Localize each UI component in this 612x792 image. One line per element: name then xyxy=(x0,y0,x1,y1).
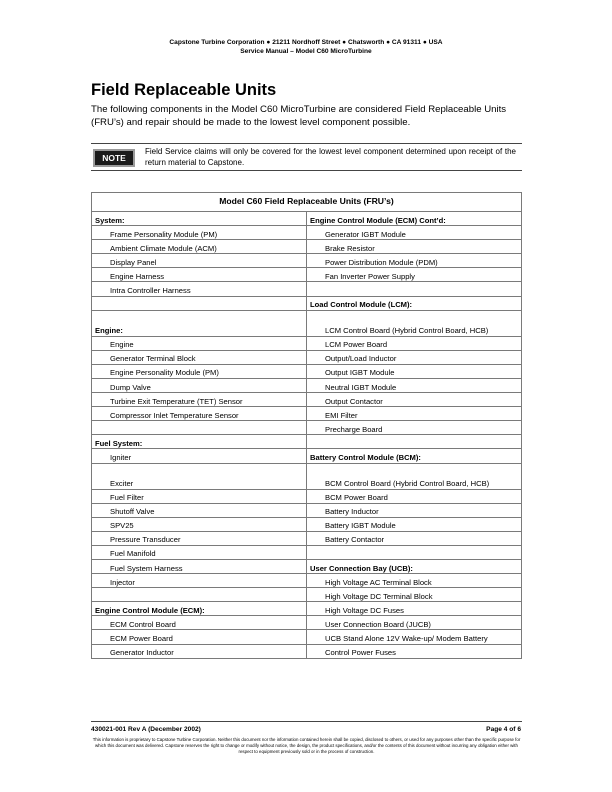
component-cell: SPV25 xyxy=(92,517,307,531)
component-cell: Display Panel xyxy=(92,254,307,268)
table-row xyxy=(92,463,522,489)
component-cell: Generator Inductor xyxy=(92,644,307,658)
company-address-line: Capstone Turbine Corporation ● 21211 Nordhoff Street ● Chatsworth ● CA 91311 ● USA xyxy=(169,39,443,46)
component-cell: Control Power Fuses xyxy=(307,644,522,658)
component-cell: High Voltage AC Terminal Block xyxy=(307,574,522,588)
component-cell: LCM Control Board (Hybrid Control Board, HCB) xyxy=(307,310,522,336)
component-cell xyxy=(307,282,522,296)
component-cell: Engine xyxy=(92,336,307,350)
document-number: 430021-001 Rev A (December 2002) xyxy=(91,726,201,733)
component-cell: Injector xyxy=(92,574,307,588)
section-heading-cell: Engine: xyxy=(92,310,307,336)
table-row xyxy=(92,226,522,240)
component-cell: BCM Control Board (Hybrid Control Board, HCB) xyxy=(307,463,522,489)
table-row xyxy=(92,559,522,573)
component-cell: Output Contactor xyxy=(307,393,522,407)
table-row xyxy=(92,517,522,531)
table-row xyxy=(92,240,522,254)
table-row xyxy=(92,296,522,310)
footer-rule xyxy=(91,721,522,722)
table-row xyxy=(92,531,522,545)
table-row xyxy=(92,630,522,644)
component-cell: Intra Controller Harness xyxy=(92,282,307,296)
component-cell: Generator IGBT Module xyxy=(307,226,522,240)
component-cell: High Voltage DC Terminal Block xyxy=(307,588,522,602)
manual-title-line: Service Manual – Model C60 MicroTurbine xyxy=(240,48,372,55)
fru-table xyxy=(91,192,522,659)
intro-paragraph: The following components in the Model C60 MicroTurbine are considered Field Replaceable Units (FRU’s) and repair should be made to the lowest level component possible. xyxy=(91,104,507,128)
component-cell xyxy=(92,296,307,310)
table-row xyxy=(92,268,522,282)
table-row xyxy=(92,616,522,630)
component-cell: User Connection Board (JUCB) xyxy=(307,616,522,630)
note-badge: NOTE xyxy=(93,149,135,167)
table-row xyxy=(92,336,522,350)
table-row xyxy=(92,378,522,392)
table-row xyxy=(92,310,522,336)
component-cell: Fuel Manifold xyxy=(92,545,307,559)
legal-disclaimer: This information is proprietary to Capstone Turbine Corporation. Neither this document nor the information contained herein shall be copied, disclosed to others, or used for any purposes other than the specific purpose for which this document was delivered. Capstone reserves the right to change or modify without notice, the design, the product specifications, and/or the contents of this document without incurring any obligation either with respect to equipment previously sold or in the process of construction. xyxy=(92,737,521,755)
table-row xyxy=(92,254,522,268)
component-cell: Battery Contactor xyxy=(307,531,522,545)
table-row xyxy=(92,503,522,517)
component-cell: ECM Power Board xyxy=(92,630,307,644)
component-cell: Igniter xyxy=(92,449,307,463)
component-cell: Ambient Climate Module (ACM) xyxy=(92,240,307,254)
component-cell: Brake Resistor xyxy=(307,240,522,254)
table-row xyxy=(92,407,522,421)
table-row xyxy=(92,212,522,226)
component-cell: Engine Personality Module (PM) xyxy=(92,364,307,378)
section-heading-cell: System: xyxy=(92,212,307,226)
component-cell xyxy=(307,545,522,559)
component-cell: Pressure Transducer xyxy=(92,531,307,545)
note-top-rule xyxy=(91,143,522,144)
table-row xyxy=(92,489,522,503)
section-heading-cell: Engine Control Module (ECM): xyxy=(92,602,307,616)
component-cell: Generator Terminal Block xyxy=(92,350,307,364)
fru-table-body xyxy=(92,212,522,659)
table-row xyxy=(92,545,522,559)
table-row xyxy=(92,588,522,602)
component-cell: Neutral IGBT Module xyxy=(307,378,522,392)
component-cell: Power Distribution Module (PDM) xyxy=(307,254,522,268)
section-heading-cell: Engine Control Module (ECM) Cont’d: xyxy=(307,212,522,226)
component-cell: BCM Power Board xyxy=(307,489,522,503)
component-cell xyxy=(92,421,307,435)
page-header xyxy=(0,38,612,56)
component-cell: Dump Valve xyxy=(92,378,307,392)
component-cell: Fuel System Harness xyxy=(92,559,307,573)
component-cell: Precharge Board xyxy=(307,421,522,435)
table-row xyxy=(92,421,522,435)
component-cell: UCB Stand Alone 12V Wake-up/ Modem Battery xyxy=(307,630,522,644)
table-title: Model C60 Field Replaceable Units (FRU’s) xyxy=(92,193,522,212)
component-cell: Output/Load Inductor xyxy=(307,350,522,364)
component-cell xyxy=(307,435,522,449)
page-title: Field Replaceable Units xyxy=(91,81,277,99)
note-bottom-rule xyxy=(91,170,522,171)
component-cell: Exciter xyxy=(92,463,307,489)
component-cell: High Voltage DC Fuses xyxy=(307,602,522,616)
component-cell: Turbine Exit Temperature (TET) Sensor xyxy=(92,393,307,407)
table-title-row xyxy=(92,193,522,212)
table-row xyxy=(92,350,522,364)
component-cell: Battery Inductor xyxy=(307,503,522,517)
component-cell: EMI Filter xyxy=(307,407,522,421)
section-heading-cell: Fuel System: xyxy=(92,435,307,449)
table-row xyxy=(92,435,522,449)
component-cell: Fuel Filter xyxy=(92,489,307,503)
table-row xyxy=(92,644,522,658)
table-row xyxy=(92,574,522,588)
component-cell xyxy=(92,588,307,602)
table-row xyxy=(92,364,522,378)
component-cell: Frame Personality Module (PM) xyxy=(92,226,307,240)
component-cell: Fan Inverter Power Supply xyxy=(307,268,522,282)
component-cell: ECM Control Board xyxy=(92,616,307,630)
section-heading-cell: Load Control Module (LCM): xyxy=(307,296,522,310)
table-row xyxy=(92,449,522,463)
section-heading-cell: User Connection Bay (UCB): xyxy=(307,559,522,573)
table-row xyxy=(92,393,522,407)
section-heading-cell: Battery Control Module (BCM): xyxy=(307,449,522,463)
note-text: Field Service claims will only be covered for the lowest level component determined upon receipt of the return material to Capstone. xyxy=(145,147,516,167)
table-row xyxy=(92,602,522,616)
component-cell: Shutoff Valve xyxy=(92,503,307,517)
component-cell: LCM Power Board xyxy=(307,336,522,350)
component-cell: Compressor Inlet Temperature Sensor xyxy=(92,407,307,421)
component-cell: Battery IGBT Module xyxy=(307,517,522,531)
component-cell: Engine Harness xyxy=(92,268,307,282)
table-row xyxy=(92,282,522,296)
component-cell: Output IGBT Module xyxy=(307,364,522,378)
page-number: Page 4 of 6 xyxy=(486,726,521,733)
